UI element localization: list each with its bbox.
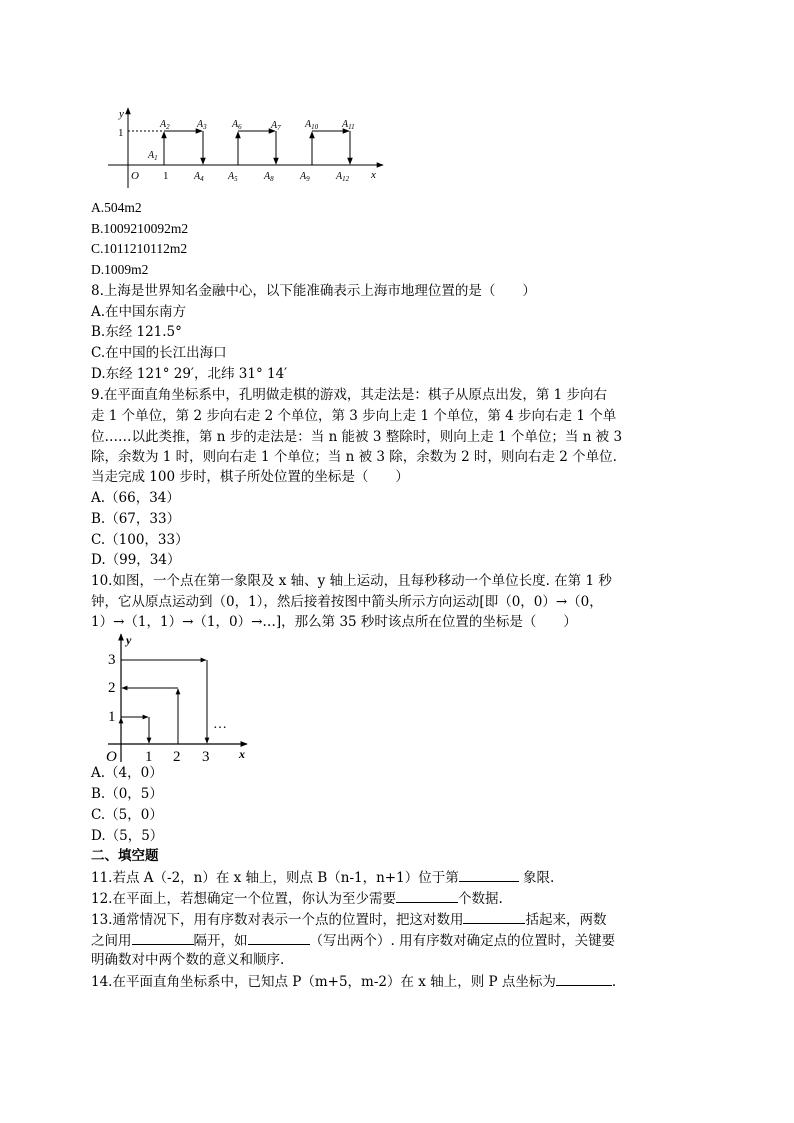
q12	[91, 888, 503, 909]
q10-option-a: A.（4，0）	[91, 765, 163, 781]
x-tick-1: 1	[145, 749, 153, 765]
y-axis-label: y	[126, 633, 132, 647]
point-label-a4: $A_4$	[194, 171, 204, 183]
q7-option-c: C.1011210112m2	[91, 241, 188, 256]
y-tick-2: 2	[108, 680, 116, 696]
section-title-fill-in: 二、填空题	[91, 848, 159, 864]
q14-answer-blank[interactable]	[556, 971, 612, 986]
q14	[91, 971, 616, 992]
point-label-a12: $A_{12}$	[336, 171, 350, 183]
x-axis-label: x	[239, 747, 245, 761]
q10-stem-line-3: 1）→（1，1）→（1，0）→…]，那么第 35 秒时该点所在位置的坐标是（ ）	[91, 614, 577, 630]
q13-answer-blank-3[interactable]	[248, 930, 310, 945]
q13-line-3: 明确数对中两个数的意义和顺序.	[91, 952, 285, 968]
q11-text-before: 11.若点 A（-2，n）在 x 轴上，则点 B（n-1，n+1）位于第	[91, 870, 459, 886]
q13-answer-blank-2[interactable]	[132, 930, 194, 945]
q7-option-a: A.504m2	[91, 200, 142, 215]
x-axis-label: x	[371, 169, 376, 181]
x-tick-2: 2	[173, 749, 181, 765]
point-label-a11: $A_{11}$	[342, 119, 355, 131]
q10-option-b: B.（0，5）	[91, 786, 163, 802]
ellipsis: …	[213, 717, 227, 732]
y-tick-3: 3	[108, 652, 116, 668]
point-label-a1: $A_1$	[148, 150, 158, 162]
q10-option-d: D.（5，5）	[91, 828, 164, 844]
y-axis-label: y	[119, 108, 124, 120]
q11-text-after: 象限.	[518, 870, 555, 886]
origin-label: O	[106, 749, 117, 765]
x-tick-3: 3	[202, 749, 210, 765]
q9-option-b: B.（67，33）	[91, 511, 181, 527]
spiral-arrows	[121, 660, 207, 744]
q9-stem-line-5: 当走完成 100 步时，棋子所处位置的坐标是（ ）	[91, 469, 409, 485]
figure-2-spiral-path	[100, 630, 260, 770]
point-label-a7: $A_7$	[271, 120, 281, 132]
q10-stem-line-1: 10.如图，一个点在第一象限及 x 轴、y 轴上运动，且每秒移动一个单位长度. 在第 1 秒	[91, 573, 612, 589]
q14-text-before: 14.在平面直角坐标系中，已知点 P（m+5，m-2）在 x 轴上，则 P 点坐标为	[91, 974, 556, 990]
point-label-a6: $A_6$	[232, 119, 242, 131]
q8-option-c: C.在中国的长江出海口	[91, 345, 227, 361]
q10-option-c: C.（5，0）	[91, 807, 163, 823]
x-unit-label: 1	[163, 170, 169, 182]
q9-option-d: D.（99，34）	[91, 552, 181, 568]
q9-option-a: A.（66，34）	[91, 490, 180, 506]
q9-stem-line-2: 走 1 个单位，第 2 步向右走 2 个单位，第 3 步向上走 1 个单位，第 4 步向右走 1 个单	[91, 408, 617, 424]
point-label-a10: $A_{10}$	[305, 119, 319, 131]
origin-label: O	[131, 170, 139, 182]
q9-stem-line-4: 除，余数为 1 时，则向右走 1 个单位；当 n 被 3 除，余数为 2 时，则向右走 2 个单位.	[91, 449, 617, 465]
q13-line-1	[91, 909, 606, 930]
q9-option-c: C.（100，33）	[91, 532, 189, 548]
point-labels	[147, 119, 355, 183]
q13-answer-blank-1[interactable]	[463, 909, 525, 924]
point-label-a5: $A_5$	[228, 171, 238, 183]
q7-option-d: D.1009m2	[91, 262, 149, 277]
point-label-a9: $A_9$	[300, 171, 310, 183]
path-segments	[164, 131, 350, 165]
figure-1-path-diagram	[100, 100, 390, 192]
q8-option-d: D.东经 121° 29′，北纬 31° 14′	[91, 366, 288, 382]
q8-option-a: A.在中国东南方	[91, 304, 187, 320]
q8-stem: 8.上海是世界知名金融中心，以下能准确表示上海市地理位置的是（ ）	[91, 283, 536, 299]
q13-text-2: 括起来，两数	[525, 912, 607, 928]
q13-text-4: 隔开，如	[193, 933, 248, 949]
y-tick-1: 1	[108, 709, 116, 725]
q13-text-1: 13.通常情况下，用有序数对表示一个点的位置时，把这对数用	[91, 912, 464, 928]
q9-stem-line-1: 9.在平面直角坐标系中，孔明做走棋的游戏，其走法是：棋子从原点出发，第 1 步向右	[91, 387, 608, 403]
q14-text-after: .	[611, 974, 617, 990]
q12-answer-blank[interactable]	[396, 888, 458, 903]
q13-text-3: 之间用	[91, 933, 132, 949]
q11-answer-blank[interactable]	[459, 867, 519, 882]
q7-option-b: B.1009210092m2	[91, 221, 189, 236]
q9-stem-line-3: 位……以此类推，第 n 步的走法是：当 n 能被 3 整除时，则向上走 1 个单位；当 n 被 3	[91, 429, 623, 445]
point-label-a8: $A_8$	[264, 171, 274, 183]
q13-line-2	[91, 930, 615, 951]
q12-text-after: 个数据.	[457, 891, 503, 907]
q8-option-b: B.东经 121.5°	[91, 324, 182, 340]
q13-text-5: （写出两个）. 用有序数对确定点的位置时，关键要	[309, 933, 616, 949]
q12-text-before: 12.在平面上，若想确定一个位置，你认为至少需要	[91, 891, 396, 907]
y-unit-label: 1	[118, 127, 124, 139]
point-label-a3: $A_3$	[197, 119, 207, 131]
q10-stem-line-2: 钟，它从原点运动到（0，1），然后接着按图中箭头所示方向运动[即（0，0）→（0，	[91, 594, 603, 610]
point-label-a2: $A_2$	[160, 119, 170, 131]
q11	[91, 867, 554, 888]
